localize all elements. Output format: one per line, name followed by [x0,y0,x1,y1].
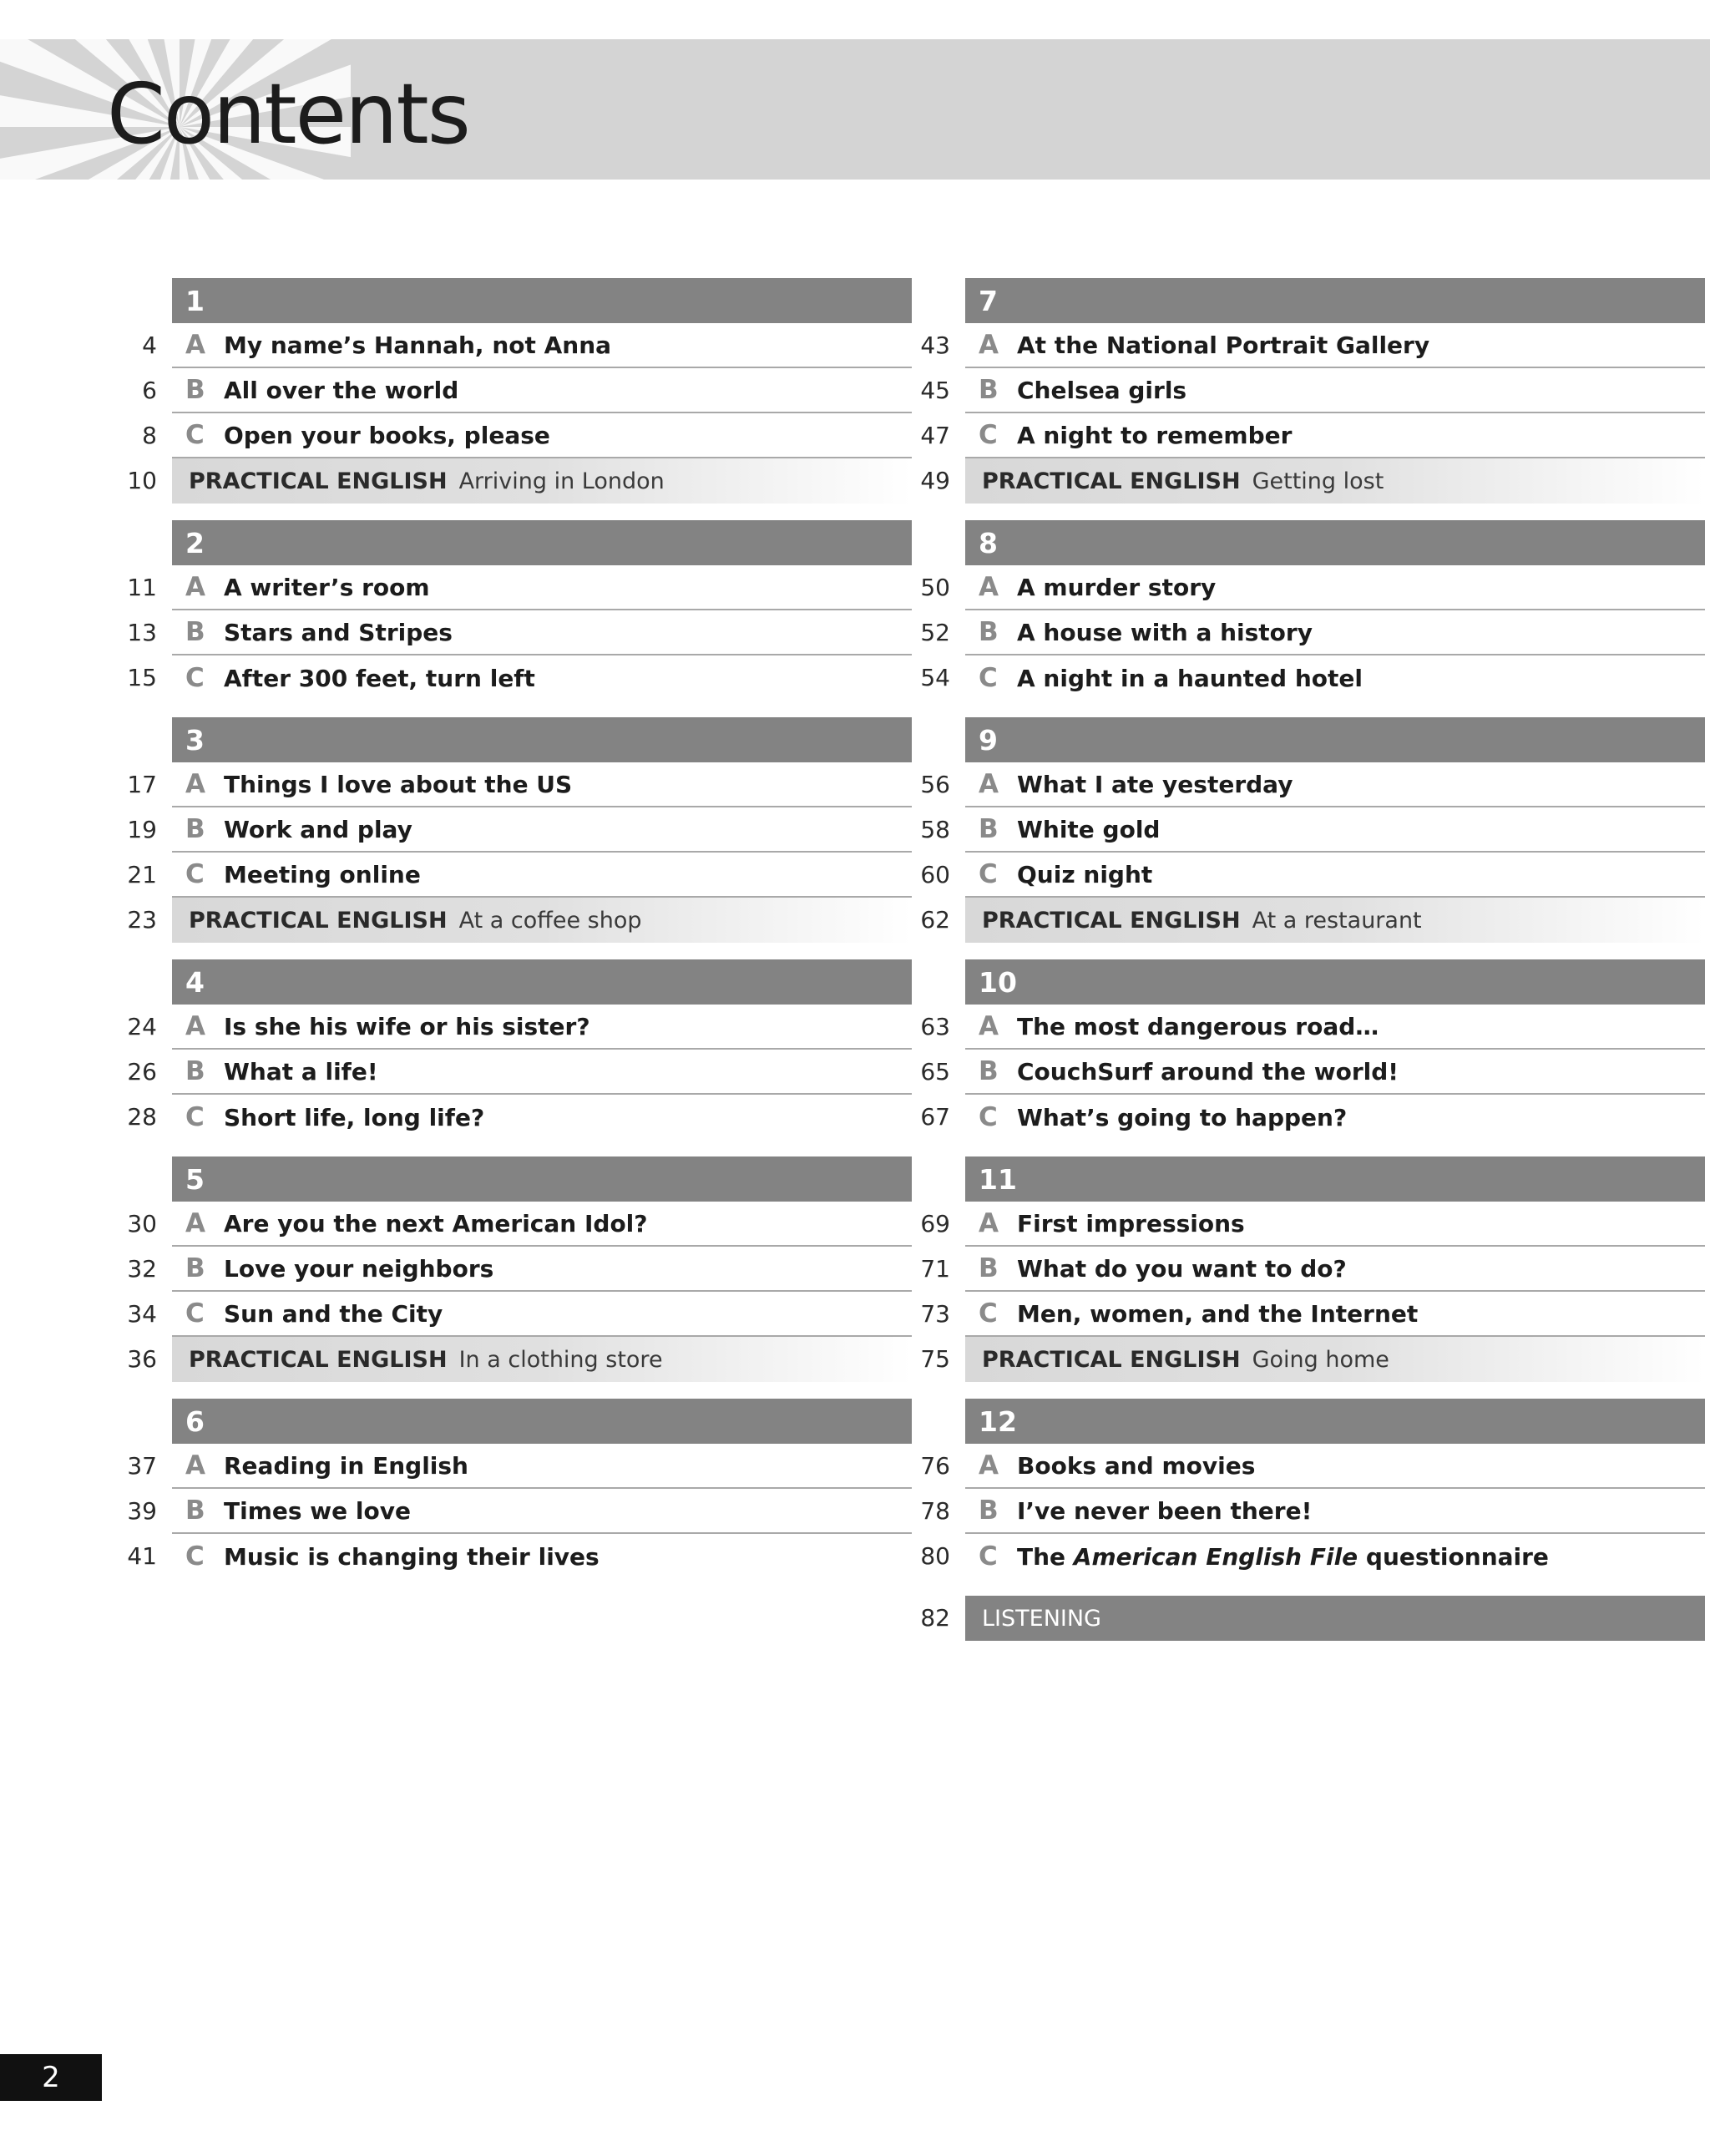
lesson-page-number: 43 [920,331,950,359]
practical-page-number: 49 [920,467,950,494]
unit-header [107,520,912,565]
lesson-body [172,1050,912,1095]
lesson-row[interactable] [900,762,1705,807]
lesson-body [965,762,1705,807]
lesson-page-number: 69 [920,1210,950,1237]
header-banner [0,39,1710,180]
lesson-letter: A [185,1450,205,1480]
lesson-row[interactable] [900,1444,1705,1489]
practical-english-label: PRACTICAL ENGLISH [982,468,1241,494]
lesson-page-number: 50 [920,574,950,601]
unit-block [900,520,1705,701]
practical-page-number: 75 [920,1345,950,1373]
lesson-title: Meeting online [224,860,421,888]
lesson-row[interactable] [107,323,912,368]
lesson-title: Is she his wife or his sister? [224,1012,590,1040]
lesson-body [965,1534,1705,1579]
lesson-body [965,1202,1705,1247]
lesson-body [965,1050,1705,1095]
lesson-letter: A [185,1208,205,1238]
unit-header-spacer [900,278,965,323]
lesson-row[interactable] [107,853,912,898]
lesson-body [965,368,1705,413]
lesson-body [965,610,1705,655]
lesson-title: My name’s Hannah, not Anna [224,331,612,359]
lesson-body [172,1202,912,1247]
lesson-page-number: 54 [920,664,950,691]
lesson-title: Music is changing their lives [224,1542,600,1571]
unit-number: 5 [172,1156,912,1202]
lesson-letter: A [185,330,205,360]
unit-block [107,1399,912,1579]
lesson-letter: A [979,1208,999,1238]
practical-english-body [172,1337,912,1382]
unit-header-spacer [107,278,172,323]
unit-block [900,959,1705,1140]
unit-header-spacer [107,1399,172,1444]
lesson-row[interactable] [107,413,912,458]
lesson-letter: C [979,420,998,450]
lesson-letter: B [979,617,999,647]
lesson-page-number: 17 [127,771,157,798]
unit-block [107,278,912,504]
lesson-letter: C [979,1298,998,1329]
lesson-page-number: 71 [920,1255,950,1283]
unit-block [107,1156,912,1382]
practical-english-row[interactable] [900,1337,1705,1382]
lesson-row[interactable] [900,1247,1705,1292]
lesson-letter: B [185,1253,205,1283]
practical-english-row[interactable] [900,898,1705,943]
lesson-title: CouchSurf around the world! [1017,1057,1399,1086]
lesson-page-number: 41 [127,1542,157,1570]
lesson-body [172,1005,912,1050]
lesson-page-number: 76 [920,1452,950,1480]
lesson-row[interactable] [107,1247,912,1292]
lesson-title: Love your neighbors [224,1254,494,1283]
practical-english-label: PRACTICAL ENGLISH [982,907,1241,934]
practical-english-row[interactable] [107,1337,912,1382]
practical-page-number: 23 [127,906,157,934]
lesson-letter: C [185,1298,205,1329]
lesson-page-number: 6 [142,377,157,404]
lesson-body [965,853,1705,898]
lesson-title: What’s going to happen? [1017,1103,1348,1131]
unit-header [900,278,1705,323]
lesson-letter: C [979,859,998,889]
unit-number: 9 [965,717,1705,762]
lesson-title: I’ve never been there! [1017,1496,1313,1525]
lesson-body [172,1444,912,1489]
lesson-letter: A [185,1011,205,1041]
lesson-row[interactable] [107,762,912,807]
lesson-body [965,655,1705,701]
practical-page-number: 62 [920,906,950,934]
lesson-title: After 300 feet, turn left [224,664,535,692]
lesson-body [965,1247,1705,1292]
lesson-title-italic: American English File [1073,1542,1358,1571]
lesson-title: Sun and the City [224,1299,443,1328]
lesson-body [965,565,1705,610]
lesson-letter: A [979,330,999,360]
lesson-page-number: 47 [920,422,950,449]
lesson-row[interactable] [900,655,1705,701]
practical-page-number: 36 [127,1345,157,1373]
lesson-title: A night to remember [1017,421,1293,449]
lesson-page-number: 13 [127,619,157,646]
unit-header-spacer [900,1399,965,1444]
lesson-title: What I ate yesterday [1017,770,1293,798]
lesson-row[interactable] [107,1444,912,1489]
lesson-letter: B [979,1496,999,1526]
lesson-body [172,565,912,610]
lesson-title: Men, women, and the Internet [1017,1299,1419,1328]
unit-number: 4 [172,959,912,1005]
lesson-row[interactable] [107,368,912,413]
lesson-page-number: 15 [127,664,157,691]
lesson-body [172,610,912,655]
lesson-row[interactable] [107,655,912,701]
lesson-title: Chelsea girls [1017,376,1187,404]
unit-number: 6 [172,1399,912,1444]
lesson-page-number: 80 [920,1542,950,1570]
listening-page-number: 82 [920,1604,950,1632]
practical-english-title: Arriving in London [458,468,665,494]
unit-header [900,520,1705,565]
lesson-row[interactable] [900,413,1705,458]
unit-header-spacer [900,959,965,1005]
lesson-body [172,413,912,458]
lesson-row[interactable] [107,1292,912,1337]
lesson-page-number: 56 [920,771,950,798]
practical-english-title: Getting lost [1252,468,1384,494]
lesson-title: White gold [1017,815,1161,843]
lesson-row[interactable] [107,1095,912,1140]
lesson-body [172,1292,912,1337]
lesson-letter: A [185,572,205,602]
unit-header-spacer [900,1156,965,1202]
lesson-page-number: 67 [920,1103,950,1131]
lesson-title: Stars and Stripes [224,618,453,646]
lesson-body [965,807,1705,853]
page-number-badge: 2 [0,2054,102,2101]
lesson-title: Times we love [224,1496,411,1525]
lesson-row[interactable] [900,610,1705,655]
practical-english-body [965,1337,1705,1382]
unit-block [107,959,912,1140]
lesson-body [172,368,912,413]
lesson-page-number: 37 [127,1452,157,1480]
page-title: Contents [107,65,469,163]
lesson-title: Quiz night [1017,860,1153,888]
lesson-letter: A [185,769,205,799]
lesson-row[interactable] [107,1202,912,1247]
lesson-body [172,1247,912,1292]
lesson-page-number: 58 [920,816,950,843]
lesson-body [172,853,912,898]
practical-english-body [965,898,1705,943]
lesson-page-number: 30 [127,1210,157,1237]
lesson-row[interactable] [107,807,912,853]
lesson-body [965,1489,1705,1534]
lesson-letter: C [185,420,205,450]
practical-english-body [172,898,912,943]
lesson-row[interactable] [900,807,1705,853]
lesson-title: Reading in English [224,1451,468,1480]
lesson-letter: A [979,769,999,799]
lesson-row[interactable] [900,1489,1705,1534]
unit-header [900,717,1705,762]
lesson-letter: C [185,1102,205,1132]
lesson-page-number: 65 [920,1058,950,1086]
lesson-body [965,413,1705,458]
lesson-row[interactable] [900,1095,1705,1140]
lesson-body [172,1489,912,1534]
lesson-page-number: 45 [920,377,950,404]
lesson-title [1017,1543,1549,1571]
lesson-title: The most dangerous road… [1017,1012,1379,1040]
lesson-title: First impressions [1017,1209,1245,1237]
lesson-letter: C [185,1541,205,1571]
practical-english-row[interactable] [107,898,912,943]
lesson-letter: C [185,663,205,693]
lesson-page-number: 4 [142,331,157,359]
practical-english-label: PRACTICAL ENGLISH [982,1346,1241,1373]
practical-english-row[interactable] [900,458,1705,504]
lesson-page-number: 8 [142,422,157,449]
lesson-body [965,1292,1705,1337]
lesson-letter: B [979,1253,999,1283]
practical-english-body [172,458,912,504]
unit-number: 11 [965,1156,1705,1202]
lesson-body [172,323,912,368]
lesson-letter: B [185,1056,205,1086]
lesson-page-number: 11 [127,574,157,601]
lesson-title-post: questionnaire [1358,1542,1549,1571]
lesson-row[interactable] [107,565,912,610]
lesson-letter: B [979,1056,999,1086]
lesson-row[interactable] [107,1005,912,1050]
lesson-title: Short life, long life? [224,1103,485,1131]
lesson-title: All over the world [224,376,459,404]
lesson-letter: C [979,663,998,693]
unit-header [107,959,912,1005]
unit-header-spacer [107,717,172,762]
practical-english-title: At a restaurant [1252,907,1422,934]
listening-label: LISTENING [965,1596,1705,1641]
practical-english-label: PRACTICAL ENGLISH [189,1346,448,1373]
practical-english-body [965,458,1705,504]
lesson-page-number: 32 [127,1255,157,1283]
lesson-body [965,1005,1705,1050]
lesson-title: Books and movies [1017,1451,1256,1480]
lesson-letter: A [979,1450,999,1480]
lesson-letter: C [979,1102,998,1132]
lesson-page-number: 34 [127,1300,157,1328]
unit-header [107,1156,912,1202]
lesson-page-number: 78 [920,1497,950,1525]
lesson-letter: B [979,375,999,405]
unit-header-spacer [107,1156,172,1202]
unit-header [900,1399,1705,1444]
unit-header-spacer [900,717,965,762]
lesson-title: Are you the next American Idol? [224,1209,648,1237]
lesson-page-number: 63 [920,1013,950,1040]
unit-block [900,278,1705,504]
practical-english-label: PRACTICAL ENGLISH [189,468,448,494]
lesson-letter: A [979,572,999,602]
unit-header [107,1399,912,1444]
lesson-page-number: 52 [920,619,950,646]
unit-header [900,959,1705,1005]
lesson-row[interactable] [107,610,912,655]
unit-number: 8 [965,520,1705,565]
practical-english-title: In a clothing store [458,1346,663,1373]
lesson-page-number: 21 [127,861,157,888]
lesson-body [172,807,912,853]
lesson-title: A house with a history [1017,618,1313,646]
unit-number: 2 [172,520,912,565]
unit-number: 12 [965,1399,1705,1444]
unit-header-spacer [900,520,965,565]
unit-block [900,1156,1705,1382]
lesson-body [172,655,912,701]
contents-column-left [107,278,912,1596]
lesson-letter: C [979,1541,998,1571]
lesson-letter: B [185,617,205,647]
lesson-title: What a life! [224,1057,378,1086]
lesson-page-number: 60 [920,861,950,888]
lesson-title-pre: The [1017,1542,1074,1571]
lesson-letter: B [185,375,205,405]
unit-header [107,278,912,323]
lesson-body [965,1095,1705,1140]
lesson-title: Open your books, please [224,421,550,449]
lesson-page-number: 24 [127,1013,157,1040]
lesson-body [965,1444,1705,1489]
lesson-row[interactable] [900,1534,1705,1579]
lesson-page-number: 19 [127,816,157,843]
practical-english-label: PRACTICAL ENGLISH [189,907,448,934]
lesson-row[interactable] [107,1534,912,1579]
unit-block [900,717,1705,943]
unit-header [900,1156,1705,1202]
lesson-row[interactable] [900,323,1705,368]
lesson-row[interactable] [900,1005,1705,1050]
unit-number: 7 [965,278,1705,323]
lesson-letter: B [185,1496,205,1526]
lesson-page-number: 26 [127,1058,157,1086]
lesson-title: What do you want to do? [1017,1254,1347,1283]
practical-english-title: Going home [1252,1346,1389,1373]
lesson-row[interactable] [900,1202,1705,1247]
lesson-body [965,323,1705,368]
practical-english-row[interactable] [107,458,912,504]
lesson-body [172,1534,912,1579]
lesson-page-number: 39 [127,1497,157,1525]
lesson-letter: B [185,814,205,844]
lesson-body [172,762,912,807]
lesson-row[interactable] [900,565,1705,610]
lesson-row[interactable] [900,1292,1705,1337]
unit-header-spacer [107,959,172,1005]
unit-number: 3 [172,717,912,762]
unit-number: 1 [172,278,912,323]
lesson-row[interactable] [900,853,1705,898]
lesson-title: Things I love about the US [224,770,573,798]
practical-page-number: 10 [127,467,157,494]
lesson-page-number: 28 [127,1103,157,1131]
lesson-row[interactable] [900,1050,1705,1095]
lesson-title: At the National Portrait Gallery [1017,331,1430,359]
lesson-row[interactable] [107,1050,912,1095]
lesson-body [172,1095,912,1140]
unit-block [107,717,912,943]
unit-header [107,717,912,762]
lesson-page-number: 73 [920,1300,950,1328]
listening-row[interactable] [900,1596,1705,1641]
practical-english-title: At a coffee shop [458,907,642,934]
lesson-title: A night in a haunted hotel [1017,664,1363,692]
lesson-row[interactable] [900,368,1705,413]
lesson-title: A writer’s room [224,573,430,601]
lesson-row[interactable] [107,1489,912,1534]
contents-column-right [900,278,1705,1641]
unit-block [900,1399,1705,1579]
unit-number: 10 [965,959,1705,1005]
unit-block [107,520,912,701]
lesson-title: Work and play [224,815,412,843]
lesson-title: A murder story [1017,573,1217,601]
unit-header-spacer [107,520,172,565]
lesson-letter: B [979,814,999,844]
lesson-letter: C [185,859,205,889]
lesson-letter: A [979,1011,999,1041]
